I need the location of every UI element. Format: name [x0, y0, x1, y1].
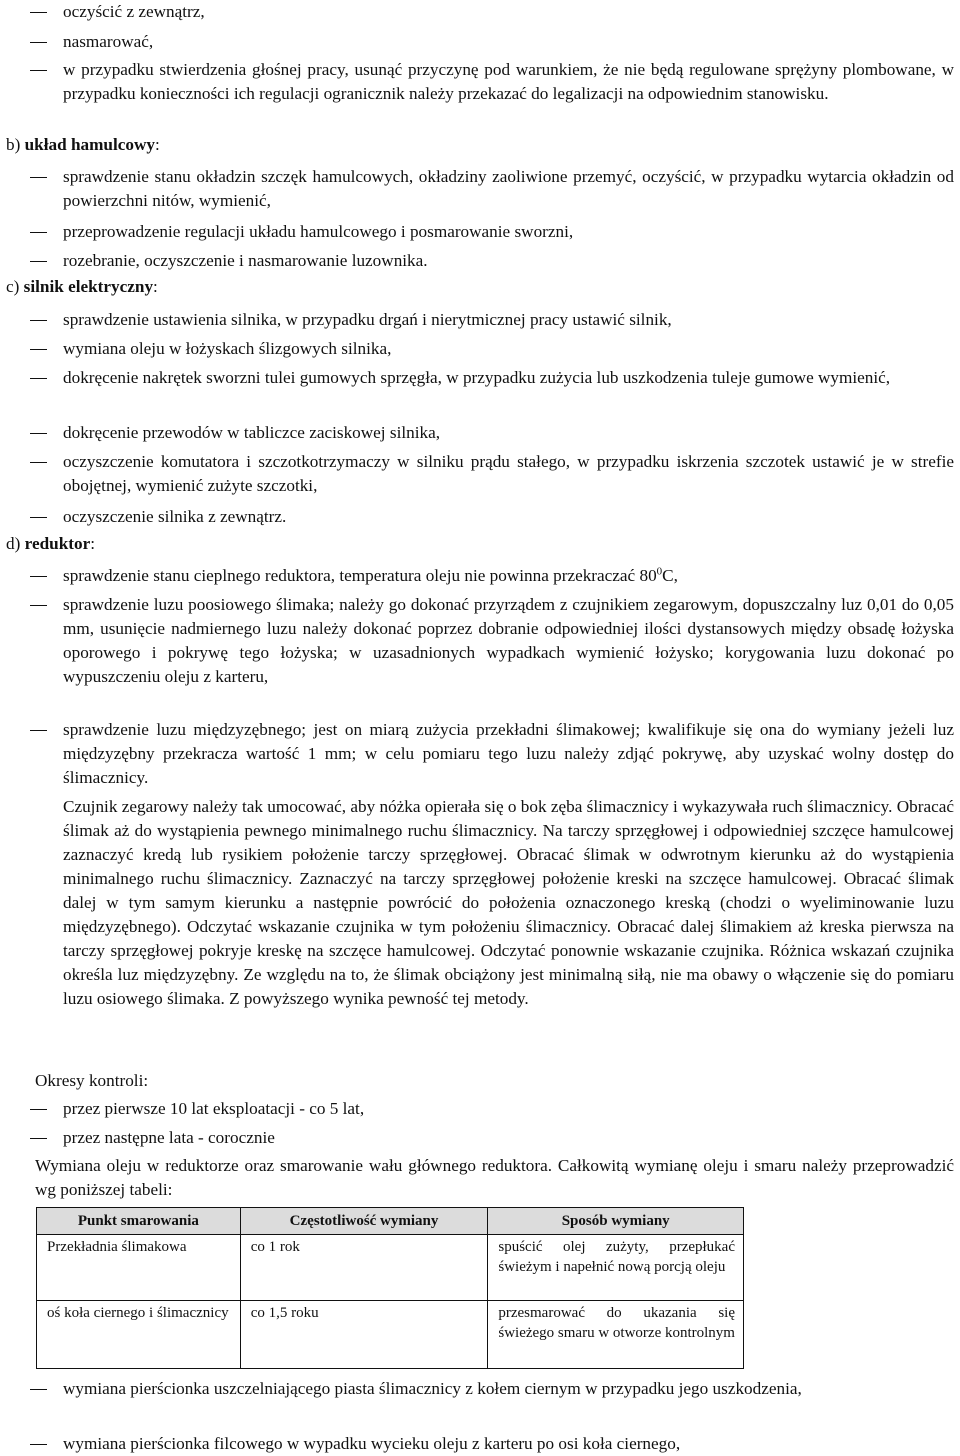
list-item: wymiana oleju w łożyskach ślizgowych silnika,: [63, 339, 392, 358]
section-d-heading: d) reduktor:: [6, 534, 95, 553]
list-dash: [30, 718, 47, 731]
list-dash: [30, 30, 47, 43]
table-cell: Przekładnia ślimakowa: [37, 1235, 241, 1301]
list-dash: [30, 308, 47, 321]
list-dash: [30, 0, 47, 13]
table-cell: oś koła ciernego i ślimacznicy: [37, 1301, 241, 1369]
lubrication-table: [36, 1207, 744, 1369]
list-item: nasmarować,: [63, 32, 154, 51]
list-dash: [30, 165, 47, 178]
list-dash: [30, 58, 47, 71]
measurement-paragraph: Czujnik zegarowy należy tak umocować, aby nóżka opierała się o bok zęba ślimacznicy i wykazywała ruch ślimacznicy. Obracać ślimak aż do wystąpienia pewnego minimalnego ruchu ślimacznicy. Na tarczy sprzęgłowej i odpowiedniej szczęce hamulcowej zaznaczyć kredą lub rysikiem położenie tarczy sprzęgłowej. Obracać ślimak w odwrotnym kierunku aż do wystąpienia minimalnego ruchu ślimacznicy. Zaznaczyć na tarczy sprzęgłowej położenie kreski na szczęce hamulcowej. Obracać ślimak dalej w tym samym kierunku a następnie powrócić do położenia oznaczonego kreską (chodzi o wyeliminowanie luzu międzyzębnego). Odczytać wskazanie czujnika w tym położeniu ślimacznicy. Obracać dalej ślimakiem aż kreska pierwsza na tarczy sprzęgłowej pokryje kreskę na szczęce hamulcowej. Odczytać ponownie wskazanie czujnika. Różnica wskazań czujnika określa luz międzyzębny. Ze względu na to, że ślimak obciążony jest minimalną siłą, nie ma obawy o włączenie się do pomiaru luzu osiowego ślimaka. Z powyższego wynika pewność tej metody.: [63, 797, 954, 1008]
column-header: Częstotliwość wymiany: [240, 1208, 488, 1235]
list-dash: [30, 249, 47, 262]
list-item: przeprowadzenie regulacji układu hamulcowego i posmarowanie sworzni,: [63, 222, 574, 241]
table-cell: co 1,5 roku: [240, 1301, 488, 1369]
list-item: sprawdzenie stanu okładzin szczęk hamulcowych, okładziny zaoliwione przemyć, oczyścić, w przypadku wytarcia okładzin od powierzchni nitów, wymienić,: [63, 167, 954, 210]
table-row: [37, 1235, 744, 1301]
list-dash: [30, 366, 47, 379]
table-cell: co 1 rok: [240, 1235, 488, 1301]
list-dash: [30, 1126, 47, 1139]
list-dash: [30, 450, 47, 463]
table-header-row: [37, 1208, 744, 1235]
list-dash: [30, 505, 47, 518]
list-dash: [30, 1097, 47, 1110]
list-item: rozebranie, oczyszczenie i nasmarowanie luzownika.: [63, 251, 428, 270]
list-dash: [30, 220, 47, 233]
list-item: sprawdzenie luzu międzyzębnego; jest on miarą zużycia przekładni ślimakowej; kwalifikuje się ona do wymiany jeżeli luz międzyzębny przekracza wartość 1 mm; w celu pomiaru tego luzu należy zdjąć pokrywę, aby uzyskać wolny dostęp do ślimacznicy.: [63, 720, 954, 787]
section-c-heading: c) silnik elektryczny:: [6, 277, 158, 296]
list-item: dokręcenie nakrętek sworzni tulei gumowych sprzęgła, w przypadku zużycia lub uszkodzenia tuleje gumowe wymienić,: [63, 368, 891, 387]
table-cell: spuścić olej zużyty, przepłukać świeżym i napełnić nową porcją oleju: [488, 1235, 744, 1301]
list-item: przez następne lata - corocznie: [63, 1128, 275, 1147]
list-dash: [30, 421, 47, 434]
list-item: sprawdzenie luzu poosiowego ślimaka; należy go dokonać przyrządem z czujnikiem zegarowym, dopuszczalny luz 0,01 do 0,05 mm, usunięcie nadmiernego luzu należy dokonać poprzez dobranie odpowiedniej ilości dystansowych między obsadę łożyska oporowego i pokrywę tego łożyska; w uzasadnionych wypadkach wymienić łożysko; korygowania luzu dokonać po wypuszczeniu oleju z karteru,: [63, 595, 954, 686]
list-item: dokręcenie przewodów w tabliczce zaciskowej silnika,: [63, 423, 441, 442]
list-item: sprawdzenie stanu cieplnego reduktora, temperatura oleju nie powinna przekraczać $80^0C$,: [63, 565, 678, 585]
list-dash: [30, 564, 47, 577]
list-item: przez pierwsze 10 lat eksploatacji - co 5 lat,: [63, 1099, 365, 1118]
inspection-periods-heading: Okresy kontroli:: [35, 1071, 149, 1090]
table-row: [37, 1301, 744, 1369]
list-item: oczyścić z zewnątrz,: [63, 2, 205, 21]
list-item: sprawdzenie ustawienia silnika, w przypadku drgań i nierytmicznej pracy ustawić silnik,: [63, 310, 672, 329]
oil-change-intro: Wymiana oleju w reduktorze oraz smarowanie wału głównego reduktora. Całkowitą wymianę oleju i smaru należy przeprowadzić wg poniższej tabeli:: [35, 1156, 954, 1199]
list-dash: [30, 1377, 47, 1390]
column-header: Punkt smarowania: [37, 1208, 241, 1235]
table-cell: przesmarować do ukazania się świeżego smaru w otworze kontrolnym: [488, 1301, 744, 1369]
list-item: oczyszczenie komutatora i szczotkotrzymaczy w silniku prądu stałego, w przypadku iskrzenia szczotek ustawić je w strefie obojętnej, wymienić zużyte szczotki,: [63, 452, 954, 495]
list-dash: [30, 1432, 47, 1445]
list-item: oczyszczenie silnika z zewnątrz.: [63, 507, 287, 526]
list-item: wymiana pierścionka filcowego w wypadku wycieku oleju z karteru po osi koła ciernego,: [63, 1434, 681, 1453]
section-b-heading: b) układ hamulcowy:: [6, 135, 160, 154]
list-dash: [30, 593, 47, 606]
list-dash: [30, 337, 47, 350]
column-header: Sposób wymiany: [488, 1208, 744, 1235]
list-item: w przypadku stwierdzenia głośnej pracy, usunąć przyczynę pod warunkiem, że nie będą regulowane sprężyny plombowane, w przypadku konieczności ich regulacji ogranicznik należy przekazać do legalizacji na odpowiednim stanowisku.: [63, 60, 954, 103]
list-item: wymiana pierścionka uszczelniającego piasta ślimacznicy z kołem ciernym w przypadku jego uszkodzenia,: [63, 1379, 802, 1398]
